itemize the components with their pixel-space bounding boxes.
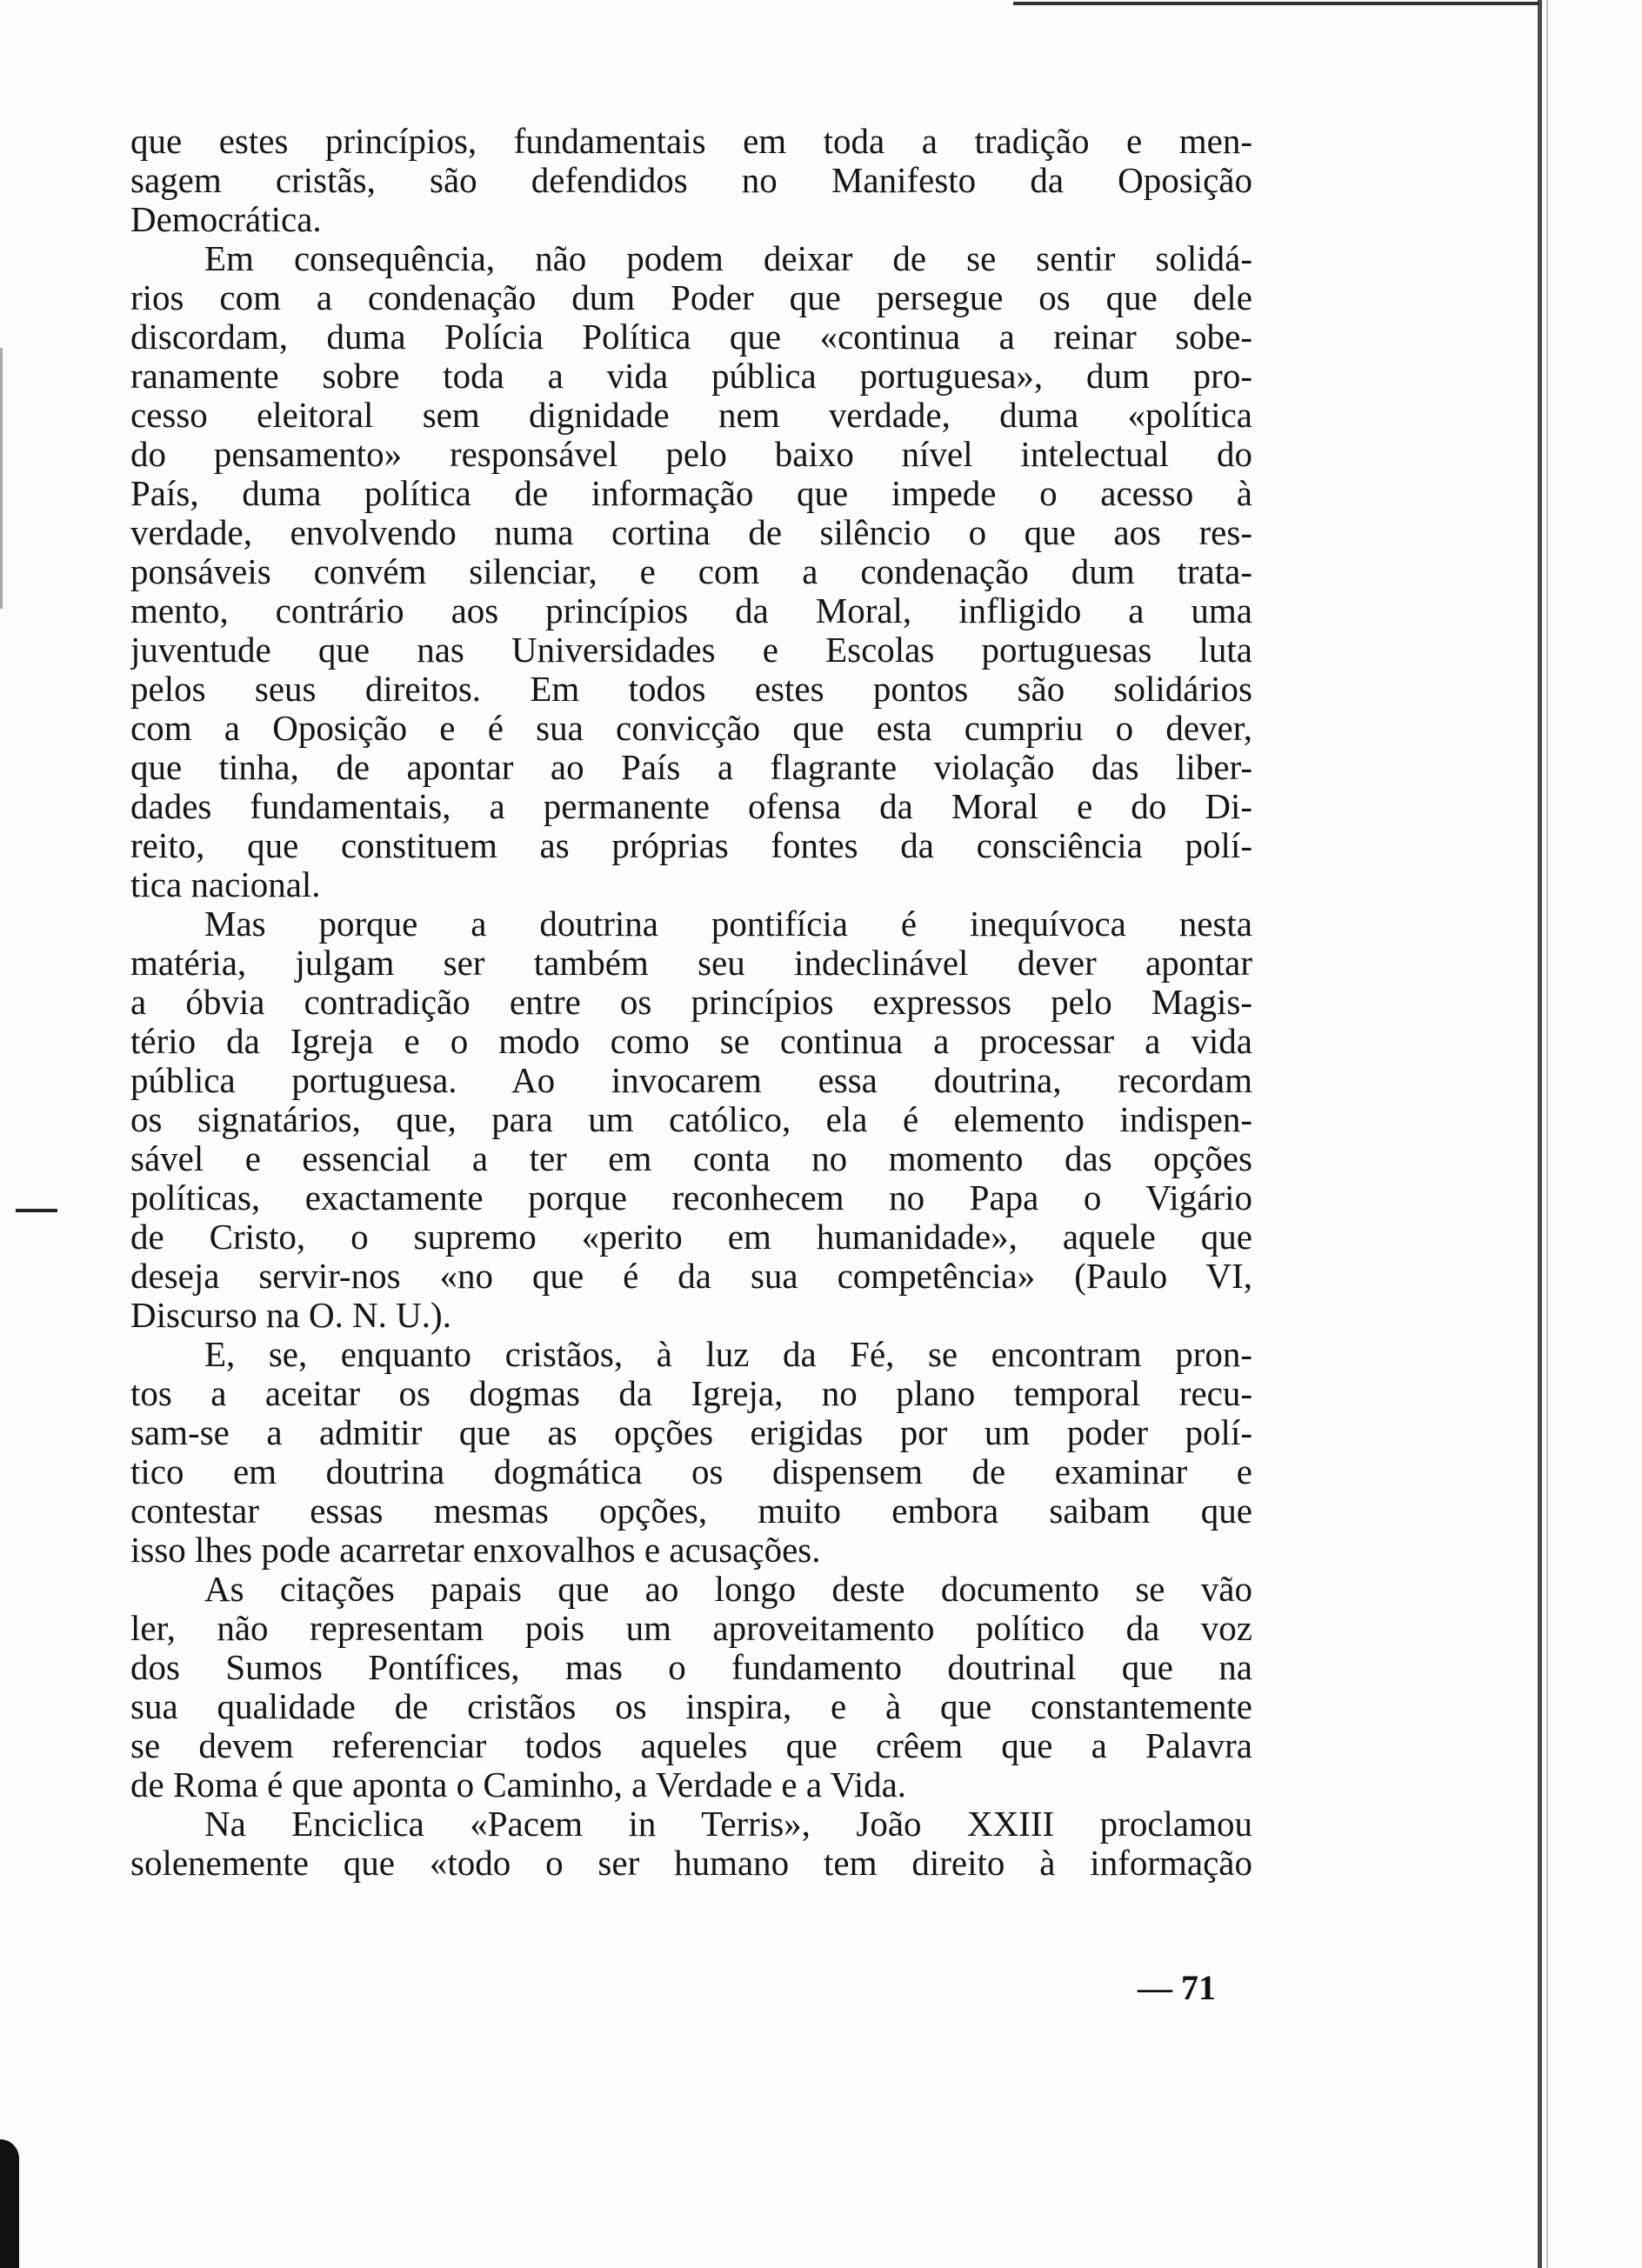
paragraph-6: [130, 1804, 1252, 1883]
paragraph-3: [130, 904, 1252, 1335]
text-line: que estes princípios, fundamentais em toda a tradição e men-: [130, 122, 1252, 161]
text-line: a óbvia contradição entre os princípios expressos pelo Magis-: [130, 983, 1252, 1022]
text-line: ler, não representam pois um aproveitamento político da voz: [130, 1609, 1252, 1648]
paragraph-2: [130, 239, 1252, 904]
text-line: Discurso na O. N. U.).: [130, 1296, 451, 1335]
scan-edge-top: [1013, 2, 1539, 5]
text-line: pelos seus direitos. Em todos estes pontos são solidários: [130, 670, 1252, 709]
text-line: ponsáveis convém silenciar, e com a condenação dum trata-: [130, 552, 1252, 591]
text-line: dades fundamentais, a permanente ofensa da Moral e do Di-: [130, 787, 1252, 826]
text-line: que tinha, de apontar ao País a flagrante violação das liber-: [130, 748, 1252, 787]
page-body: [130, 122, 1252, 1883]
text-line: isso lhes pode acarretar enxovalhos e acusações.: [130, 1531, 821, 1570]
page-number: — 71: [1138, 1968, 1216, 2007]
paragraph-1: [130, 122, 1252, 239]
paragraph-5: [130, 1570, 1252, 1804]
text-line: tos a aceitar os dogmas da Igreja, no plano temporal recu-: [130, 1374, 1252, 1413]
scan-edge-left: [0, 348, 3, 609]
scan-edge-right-shadow: [1546, 0, 1548, 2268]
text-line: discordam, duma Polícia Política que «continua a reinar sobe-: [130, 317, 1252, 357]
text-line: de Cristo, o supremo «perito em humanidade», aquele que: [130, 1217, 1252, 1257]
text-line: sagem cristãs, são defendidos no Manifesto da Oposição: [130, 161, 1252, 200]
text-line: Na Enciclica «Pacem in Terris», João XXIII proclamou: [204, 1804, 1252, 1844]
text-line: As citações papais que ao longo deste documento se vão: [204, 1570, 1252, 1609]
text-line: matéria, julgam ser também seu indeclinável dever apontar: [130, 944, 1252, 983]
text-line: ranamente sobre toda a vida pública portuguesa», dum pro-: [130, 357, 1252, 396]
text-line: tico em doutrina dogmática os dispensem de examinar e: [130, 1452, 1252, 1491]
text-line: políticas, exactamente porque reconhecem no Papa o Vigário: [130, 1178, 1252, 1217]
text-line: os signatários, que, para um católico, ela é elemento indispen-: [130, 1100, 1252, 1139]
text-line: rios com a condenação dum Poder que persegue os que dele: [130, 278, 1252, 317]
text-line: dos Sumos Pontífices, mas o fundamento doutrinal que na: [130, 1648, 1252, 1687]
text-line: Em consequência, não podem deixar de se sentir solidá-: [204, 239, 1252, 278]
text-line: Democrática.: [130, 200, 322, 239]
scan-edge-right: [1538, 0, 1542, 2268]
text-line: se devem referenciar todos aqueles que crêem que a Palavra: [130, 1726, 1252, 1765]
text-line: Mas porque a doutrina pontifícia é inequívoca nesta: [204, 904, 1252, 944]
text-line: juventude que nas Universidades e Escolas portuguesas luta: [130, 630, 1252, 670]
text-line: solenemente que «todo o ser humano tem direito à informação: [130, 1844, 1252, 1883]
text-line: com a Oposição e é sua convicção que esta cumpriu o dever,: [130, 709, 1252, 748]
text-line: cesso eleitoral sem dignidade nem verdade, duma «política: [130, 396, 1252, 435]
scan-mark-bottom-left: [0, 2139, 19, 2268]
text-line: sável e essencial a ter em conta no momento das opções: [130, 1139, 1252, 1178]
text-line: contestar essas mesmas opções, muito embora saibam que: [130, 1491, 1252, 1531]
text-line: reito, que constituem as próprias fontes da consciência polí-: [130, 826, 1252, 865]
text-line: deseja servir-nos «no que é da sua competência» (Paulo VI,: [130, 1257, 1252, 1296]
text-line: tica nacional.: [130, 865, 321, 904]
text-line: E, se, enquanto cristãos, à luz da Fé, se encontram pron-: [204, 1335, 1252, 1374]
text-line: País, duma política de informação que impede o acesso à: [130, 474, 1252, 513]
text-line: sam-se a admitir que as opções erigidas por um poder polí-: [130, 1413, 1252, 1452]
paragraph-4: [130, 1335, 1252, 1570]
scan-mark-left: [16, 1209, 57, 1212]
text-line: sua qualidade de cristãos os inspira, e à que constantemente: [130, 1687, 1252, 1726]
text-line: de Roma é que aponta o Caminho, a Verdade e a Vida.: [130, 1765, 907, 1804]
text-line: do pensamento» responsável pelo baixo nível intelectual do: [130, 435, 1252, 474]
text-line: tério da Igreja e o modo como se continua a processar a vida: [130, 1022, 1252, 1061]
text-line: verdade, envolvendo numa cortina de silêncio o que aos res-: [130, 513, 1252, 552]
text-line: mento, contrário aos princípios da Moral, infligido a uma: [130, 591, 1252, 630]
text-line: pública portuguesa. Ao invocarem essa doutrina, recordam: [130, 1061, 1252, 1100]
